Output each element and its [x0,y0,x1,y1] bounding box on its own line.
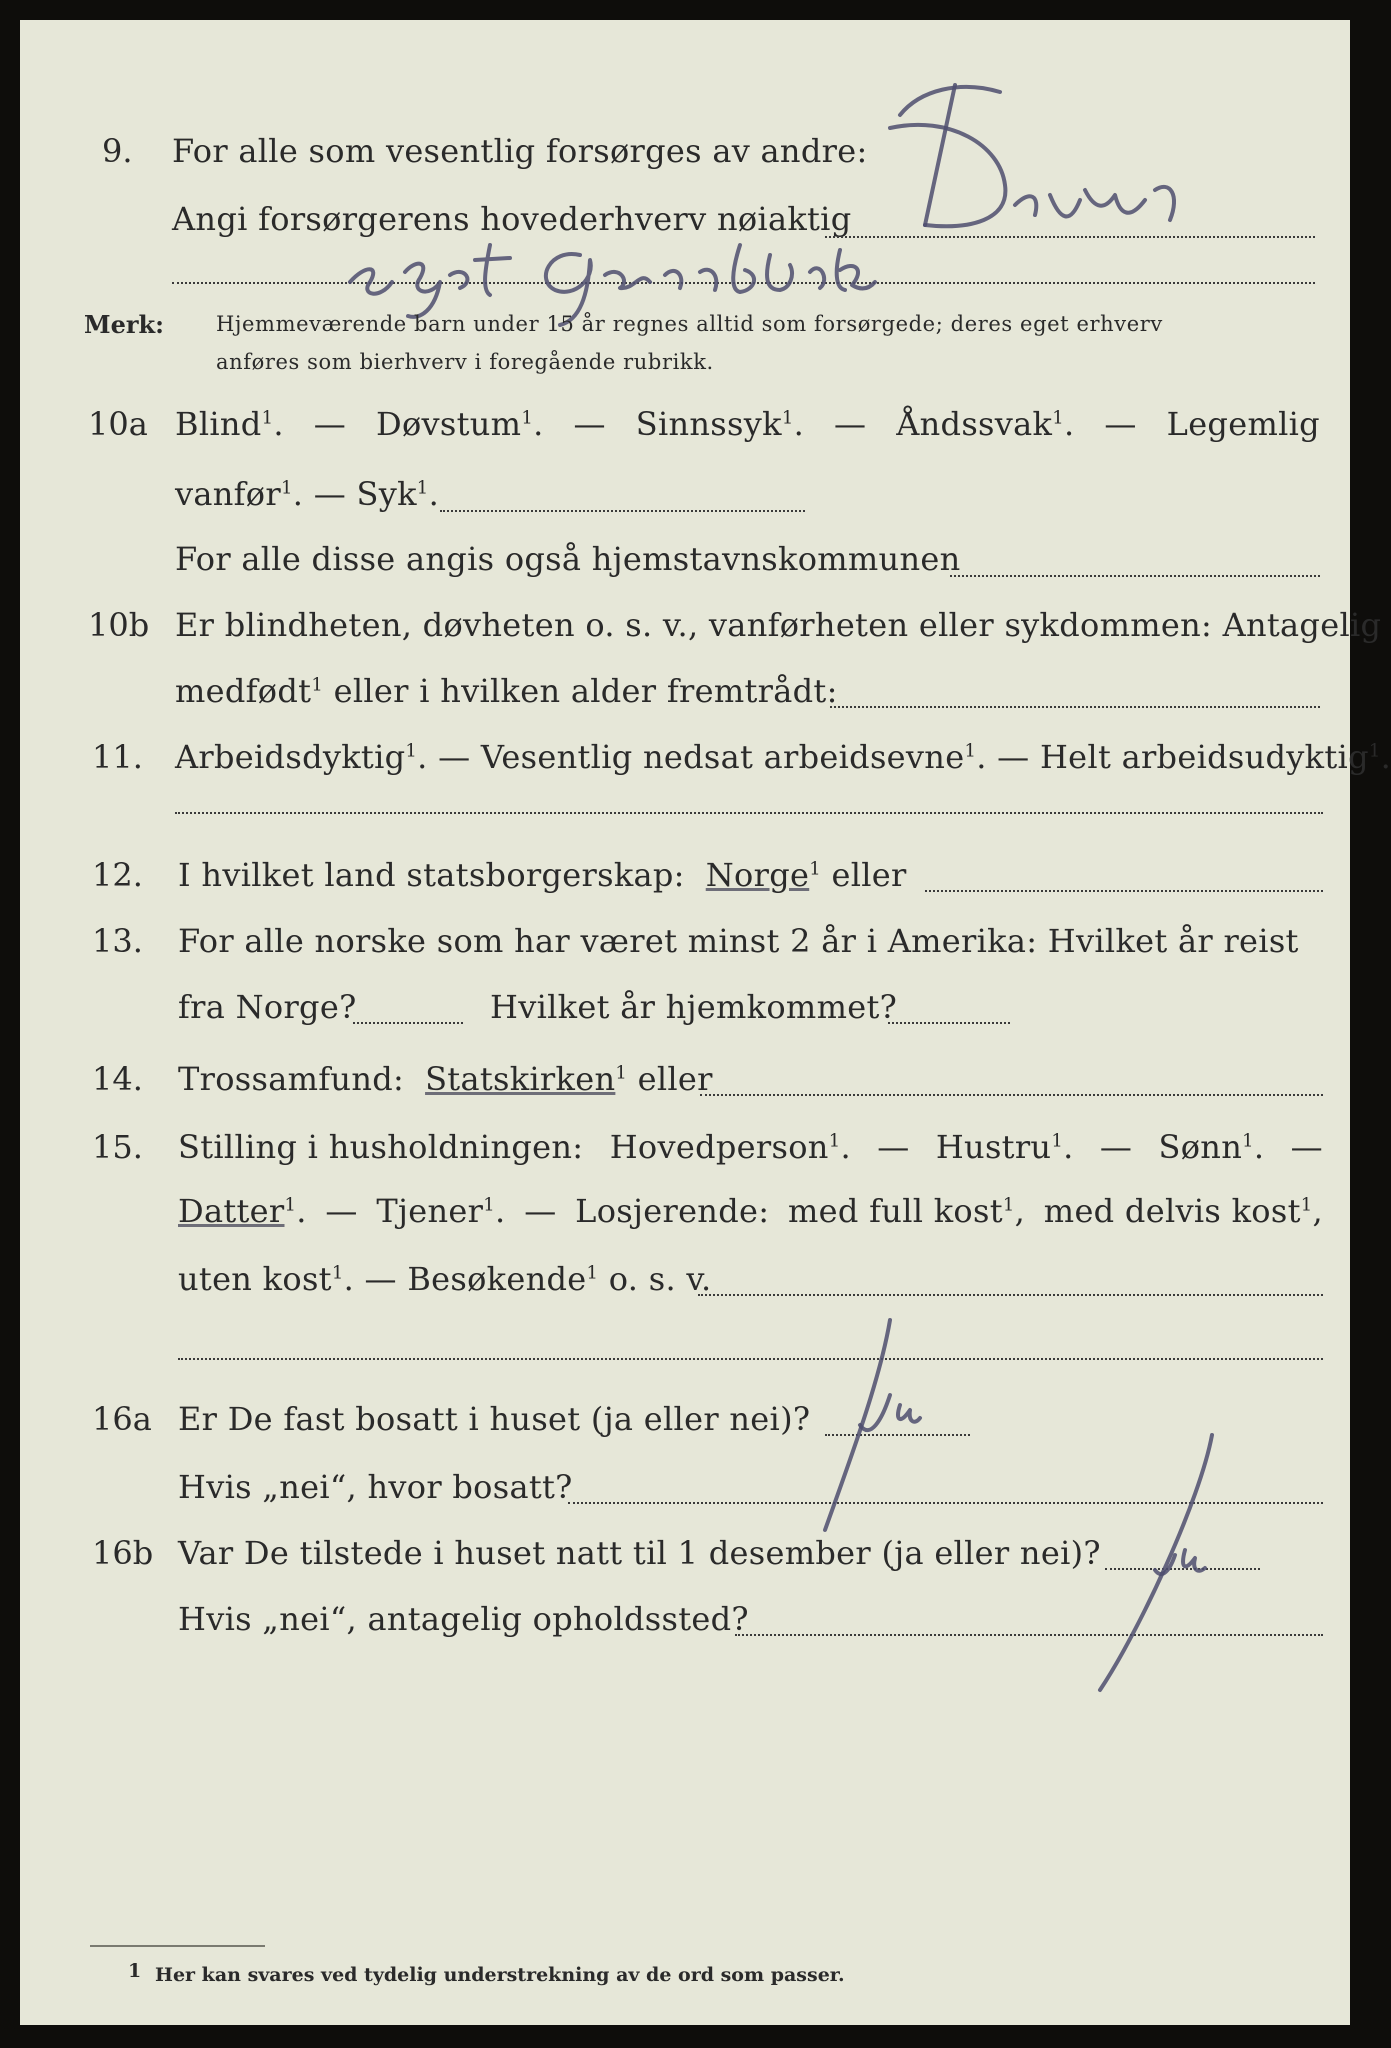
q15-answer-line2 [178,1358,1323,1360]
q10a-line1 [175,405,1320,443]
q16b-line2: Hvis „nei“, antagelig opholdssted? [178,1600,749,1638]
q10a-line3: For alle disse angis også hjemstavnskommunen [175,540,961,578]
q16a-answer-line [825,1434,970,1436]
q10a-legemlig: Legemlig [1166,405,1320,443]
q14-answer-line [700,1094,1323,1096]
q16a-line1: Er De fast bosatt i huset (ja eller nei)? [178,1400,811,1438]
merk-line1: Hjemmeværende barn under 15 år regnes alltid som forsørgede; deres eget erhverv [216,312,1163,336]
merk-line2: anføres som bierhverv i foregående rubrikk. [216,350,714,374]
q16a-number: 16a [92,1400,152,1438]
q15-line2: Datter$^1$. — Tjener$^1$. — Losjerende: med full kost$^1$, med delvis kost$^1$, [178,1192,1323,1230]
q16a-line2: Hvis „nei“, hvor bosatt? [178,1468,573,1506]
q9-line1: For alle som vesentlig forsørges av andre: [172,132,868,170]
q10a-line2: vanfør$^1$. — Syk$^1$. [175,475,440,513]
q10b-line2: medfødt$^1$ eller i hvilken alder fremtrådt: [175,672,838,710]
q10a-number: 10a [88,405,148,443]
q11-number: 11. [92,738,143,776]
q10a-sinnssyk: Sinnssyk$^1$. [635,405,805,443]
q13-line2a: fra Norge? [178,988,357,1026]
q13-line2b: Hvilket år hjemkommet? [490,988,898,1026]
q10b-line1: Er blindheten, døvheten o. s. v., vanførheten eller sykdommen: Antagelig [175,606,1382,644]
q9-line2: Angi forsørgerens hovederhverv nøiaktig [172,200,852,238]
q13-reist-line [353,1022,463,1024]
q14-number: 14. [92,1060,143,1098]
q14-statskirken-underlined: Statskirken [425,1060,616,1098]
q9-answer-line1 [825,236,1315,238]
q12-line1: I hvilket land statsborgerskap: Norge$^1$ eller [178,856,907,894]
q10a-blind: Blind$^1$. [175,405,284,443]
q13-hjemkommet-line [888,1022,1010,1024]
q9-answer-line2 [172,282,1315,284]
q16-handwritten-answers [20,1300,1350,1720]
q12-answer-line [925,890,1323,892]
q10a-sep3: — [834,405,867,443]
footnote-rule [90,1945,265,1947]
footnote-mark: 1 [128,1960,142,1982]
q15-datter-underlined: Datter [178,1192,285,1230]
q11-answer-line [175,812,1323,814]
q16b-number: 16b [92,1534,154,1572]
q15-line3: uten kost$^1$. — Besøkende$^1$ o. s. v. [178,1260,712,1298]
q10a-sep4: — [1104,405,1137,443]
q16b-answer-line [1105,1568,1260,1570]
q10b-answer-line [830,706,1320,708]
q16b-line1: Var De tilstede i huset natt til 1 desember (ja eller nei)? [178,1534,1101,1572]
q10a-hjemstavn-line [950,575,1320,577]
q11-line1: Arbeidsdyktig$^1$. — Vesentlig nedsat arbeidsevne$^1$. — Helt arbeidsudyktig$^1$. [175,738,1391,776]
q12-number: 12. [92,856,143,894]
q14-line1: Trossamfund: Statskirken$^1$ eller [178,1060,713,1098]
q15-answer-line1 [698,1294,1323,1296]
q10a-sep1: — [313,405,347,443]
census-form-page [20,20,1391,2025]
q12-norge-underlined: Norge [705,856,810,894]
q13-line1: For alle norske som har været minst 2 år i Amerika: Hvilket år reist [178,922,1299,960]
q15-line1: Stilling i husholdningen: Hovedperson$^1$. — Hustru$^1$. — Sønn$^1$. — [178,1128,1323,1166]
q15-number: 15. [92,1128,143,1166]
q10a-syk-line [440,510,805,512]
q13-number: 13. [92,922,143,960]
q9-number: 9. [102,132,133,170]
q10b-number: 10b [88,606,150,644]
q16a-bosatt-line [568,1502,1323,1504]
q10a-dovstum: Døvstum$^1$. [375,405,544,443]
footnote-text: Her kan svares ved tydelig understrekning av de ord som passer. [155,1964,845,1986]
merk-label: Merk: [84,310,164,339]
q9-handwritten-answer [20,20,1350,360]
q10a-andssvak: Åndssvak$^1$. [896,405,1075,443]
q10a-sep2: — [573,405,606,443]
q16b-opholdssted-line [735,1634,1323,1636]
